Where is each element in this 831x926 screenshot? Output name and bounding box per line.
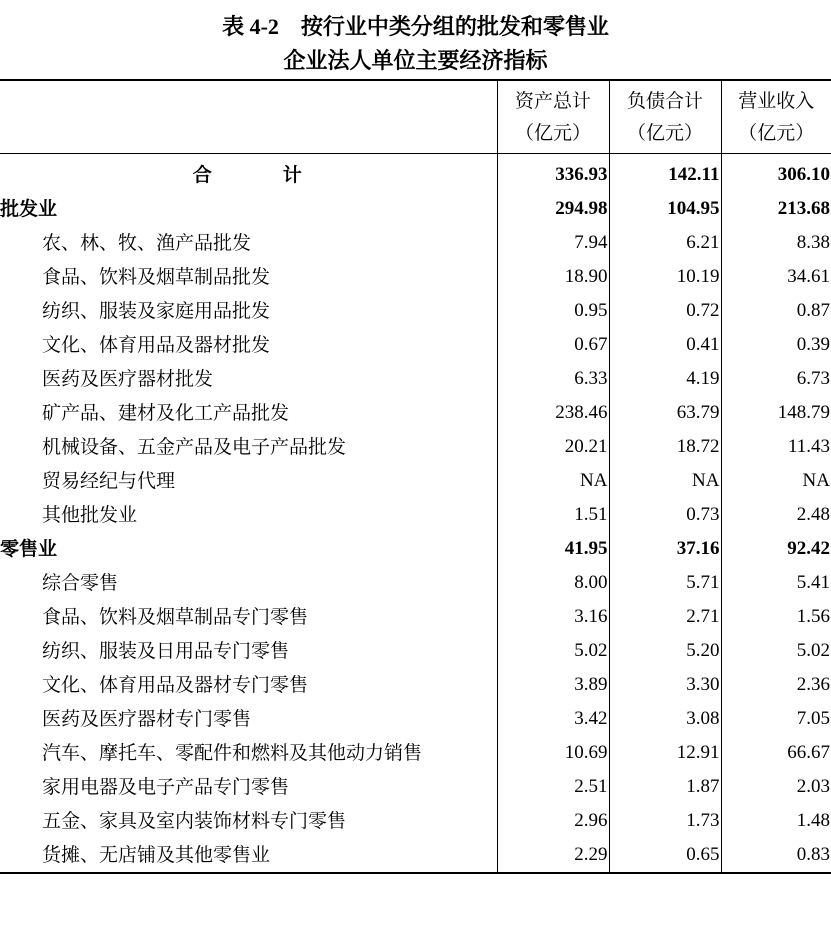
liabilities-value: 6.21 <box>609 226 721 260</box>
row-label: 五金、家具及室内装饰材料专门零售 <box>42 810 347 832</box>
revenue-value: 2.03 <box>721 770 831 804</box>
assets-value: 41.95 <box>497 532 609 566</box>
revenue-value: 7.05 <box>721 702 831 736</box>
revenue-value: 2.48 <box>721 498 831 532</box>
revenue-value: 92.42 <box>721 532 831 566</box>
assets-value: 2.96 <box>497 804 609 838</box>
revenue-value: 66.67 <box>721 736 831 770</box>
revenue-value: 5.02 <box>721 634 831 668</box>
assets-value: 8.00 <box>497 566 609 600</box>
liabilities-value: 0.73 <box>609 498 721 532</box>
table-row <box>0 532 831 566</box>
assets-value: 0.95 <box>497 294 609 328</box>
revenue-value: 34.61 <box>721 260 831 294</box>
data-table <box>0 79 831 874</box>
assets-value: 7.94 <box>497 226 609 260</box>
revenue-value: 306.10 <box>721 154 831 193</box>
row-label: 汽车、摩托车、零配件和燃料及其他动力销售 <box>42 742 423 764</box>
table-row <box>0 294 831 328</box>
table-row <box>0 600 831 634</box>
assets-value: 1.51 <box>497 498 609 532</box>
table-row <box>0 396 831 430</box>
assets-value: 2.51 <box>497 770 609 804</box>
liabilities-value: 3.30 <box>609 668 721 702</box>
liabilities-value: 0.41 <box>609 328 721 362</box>
liabilities-value: 0.72 <box>609 294 721 328</box>
table-row <box>0 498 831 532</box>
table-row <box>0 192 831 226</box>
table-row <box>0 634 831 668</box>
assets-value: 3.16 <box>497 600 609 634</box>
table-row <box>0 430 831 464</box>
table-row <box>0 226 831 260</box>
assets-value: 3.42 <box>497 702 609 736</box>
assets-value: 10.69 <box>497 736 609 770</box>
liabilities-value: 5.20 <box>609 634 721 668</box>
revenue-value: 213.68 <box>721 192 831 226</box>
header-assets-name: 资产总计 <box>514 90 591 112</box>
revenue-value: 0.39 <box>721 328 831 362</box>
row-label: 矿产品、建材及化工产品批发 <box>42 402 290 424</box>
row-label: 纺织、服装及日用品专门零售 <box>42 640 290 662</box>
row-label: 文化、体育用品及器材专门零售 <box>42 674 309 696</box>
assets-value: 3.89 <box>497 668 609 702</box>
liabilities-value: 2.71 <box>609 600 721 634</box>
assets-value: 294.98 <box>497 192 609 226</box>
header-liabilities-name: 负债合计 <box>626 90 703 112</box>
liabilities-value: 63.79 <box>609 396 721 430</box>
table-row <box>0 804 831 838</box>
title-line-1 <box>0 12 831 42</box>
assets-value: 0.67 <box>497 328 609 362</box>
assets-value: 18.90 <box>497 260 609 294</box>
assets-value: 6.33 <box>497 362 609 396</box>
liabilities-value: 18.72 <box>609 430 721 464</box>
revenue-value: 0.87 <box>721 294 831 328</box>
row-label: 货摊、无店铺及其他零售业 <box>0 838 497 873</box>
revenue-value: 0.83 <box>721 838 831 873</box>
header-revenue-name: 营业收入 <box>738 90 815 112</box>
table-row <box>0 702 831 736</box>
row-label: 机械设备、五金产品及电子产品批发 <box>42 436 347 458</box>
revenue-value: 1.48 <box>721 804 831 838</box>
row-label: 食品、饮料及烟草制品批发 <box>42 266 271 288</box>
row-label: 农、林、牧、渔产品批发 <box>42 232 252 254</box>
table-row <box>0 736 831 770</box>
title-line-2: 企业法人单位主要经济指标 <box>283 48 548 74</box>
liabilities-value: 1.87 <box>609 770 721 804</box>
revenue-value: 2.36 <box>721 668 831 702</box>
assets-value: 5.02 <box>497 634 609 668</box>
header-row <box>0 80 831 154</box>
row-label: 食品、饮料及烟草制品专门零售 <box>42 606 309 628</box>
row-label: 其他批发业 <box>42 504 138 526</box>
liabilities-value: 37.16 <box>609 532 721 566</box>
table-row <box>0 328 831 362</box>
revenue-value: 1.56 <box>721 600 831 634</box>
revenue-value: 11.43 <box>721 430 831 464</box>
revenue-value: 8.38 <box>721 226 831 260</box>
header-assets-unit: （亿元） <box>514 122 591 144</box>
header-assets <box>497 80 609 154</box>
row-label: 医药及医疗器材专门零售 <box>42 708 252 730</box>
liabilities-value: 10.19 <box>609 260 721 294</box>
table-number: 表 4-2 <box>222 14 279 39</box>
liabilities-value: 3.08 <box>609 702 721 736</box>
revenue-value: NA <box>721 464 831 498</box>
liabilities-value: 5.71 <box>609 566 721 600</box>
row-label: 合 计 <box>192 164 328 186</box>
table-row <box>0 668 831 702</box>
header-label-cell <box>0 80 497 154</box>
liabilities-value: 4.19 <box>609 362 721 396</box>
row-label: 零售业 <box>0 538 58 560</box>
table-body <box>0 154 831 874</box>
revenue-value: 5.41 <box>721 566 831 600</box>
assets-value: 336.93 <box>497 154 609 193</box>
assets-value: 238.46 <box>497 396 609 430</box>
table-row <box>0 260 831 294</box>
liabilities-value: 0.65 <box>609 838 721 873</box>
row-label: 综合零售 <box>42 572 119 594</box>
liabilities-value: NA <box>609 464 721 498</box>
row-label: 贸易经纪与代理 <box>42 470 176 492</box>
row-label: 文化、体育用品及器材批发 <box>42 334 271 356</box>
header-liabilities-unit: （亿元） <box>626 122 703 144</box>
liabilities-value: 104.95 <box>609 192 721 226</box>
liabilities-value: 12.91 <box>609 736 721 770</box>
assets-value: NA <box>497 464 609 498</box>
table-row <box>0 464 831 498</box>
table-row <box>0 154 831 193</box>
assets-value: 20.21 <box>497 430 609 464</box>
table-row <box>0 770 831 804</box>
assets-value: 2.29 <box>497 838 609 873</box>
revenue-value: 6.73 <box>721 362 831 396</box>
liabilities-value: 142.11 <box>609 154 721 193</box>
revenue-value: 148.79 <box>721 396 831 430</box>
table-row <box>0 838 831 873</box>
liabilities-value: 1.73 <box>609 804 721 838</box>
row-label: 纺织、服装及家庭用品批发 <box>42 300 271 322</box>
table-row <box>0 362 831 396</box>
row-label: 批发业 <box>0 198 58 220</box>
row-label: 家用电器及电子产品专门零售 <box>42 776 290 798</box>
table-row <box>0 566 831 600</box>
row-label: 医药及医疗器材批发 <box>42 368 214 390</box>
header-liabilities <box>609 80 721 154</box>
header-revenue-unit: （亿元） <box>738 122 815 144</box>
header-revenue <box>721 80 831 154</box>
title-text-1: 按行业中类分组的批发和零售业 <box>300 14 609 40</box>
